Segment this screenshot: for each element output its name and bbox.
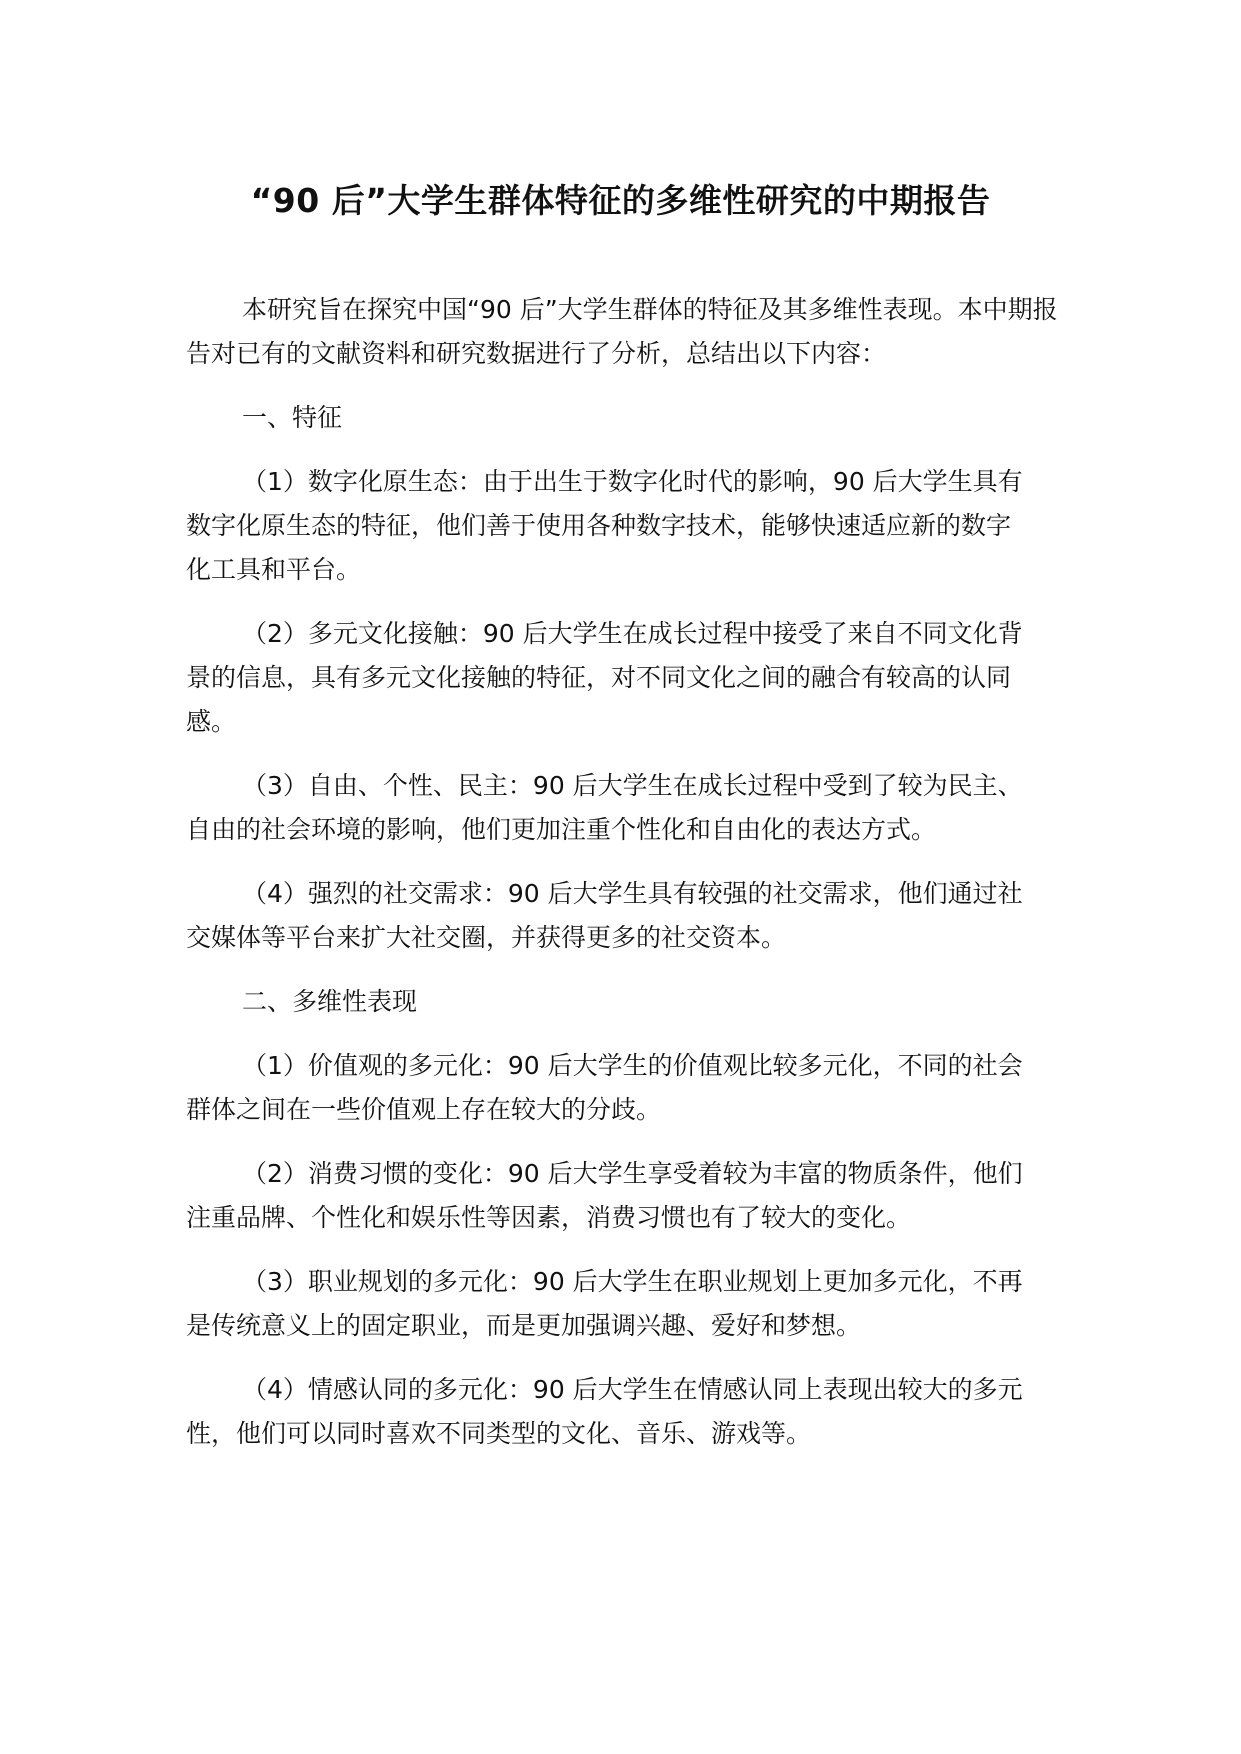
section-heading-dimensions: 二、多维性表现 <box>242 987 418 1016</box>
intro-paragraph: 本研究旨在探究中国“90 后”大学生群体的特征及其多维性表现。本中期报告对已有的文献资料和研究数据进行了分析，总结出以下内容： <box>186 295 1058 368</box>
feature-item-3: （3）自由、个性、民主：90 后大学生在成长过程中受到了较为民主、自由的社会环境的影响，他们更加注重个性化和自由化的表达方式。 <box>186 771 1023 844</box>
feature-item-1: （1）数字化原生态：由于出生于数字化时代的影响，90 后大学生具有数字化原生态的特征，他们善于使用各种数字技术，能够快速适应新的数字化工具和平台。 <box>186 467 1023 584</box>
dimension-item-3: （3）职业规划的多元化：90 后大学生在职业规划上更加多元化，不再是传统意义上的固定职业，而是更加强调兴趣、爱好和梦想。 <box>186 1267 1023 1340</box>
dimension-item-4: （4）情感认同的多元化：90 后大学生在情感认同上表现出较大的多元性，他们可以同时喜欢不同类型的文化、音乐、游戏等。 <box>186 1375 1023 1448</box>
document-body <box>186 288 1076 1476</box>
feature-item-2: （2）多元文化接触：90 后大学生在成长过程中接受了来自不同文化背景的信息，具有多元文化接触的特征，对不同文化之间的融合有较高的认同感。 <box>186 619 1023 736</box>
dimension-item-1: （1）价值观的多元化：90 后大学生的价值观比较多元化，不同的社会群体之间在一些价值观上存在较大的分歧。 <box>186 1051 1023 1124</box>
dimension-item-2: （2）消费习惯的变化：90 后大学生享受着较为丰富的物质条件，他们注重品牌、个性化和娱乐性等因素，消费习惯也有了较大的变化。 <box>186 1159 1023 1232</box>
section-heading-features: 一、特征 <box>242 403 343 432</box>
feature-item-4: （4）强烈的社交需求：90 后大学生具有较强的社交需求，他们通过社交媒体等平台来扩大社交圈，并获得更多的社交资本。 <box>186 879 1023 952</box>
document-title: “90 后”大学生群体特征的多维性研究的中期报告 <box>250 181 991 220</box>
